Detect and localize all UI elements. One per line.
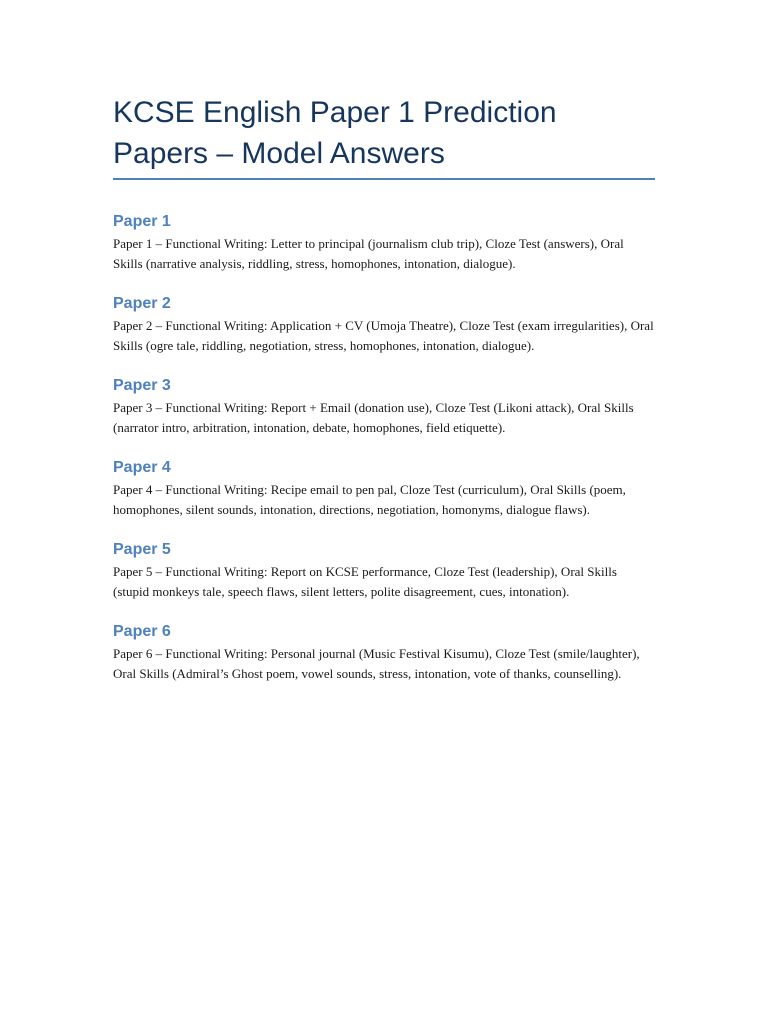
section-paper-3: [113, 376, 655, 437]
section-body: Paper 1 – Functional Writing: Letter to principal (journalism club trip), Cloze Test (answers), Oral Skills (narrative analysis, riddling, stress, homophones, intonation, dialogue).: [113, 236, 624, 271]
section-heading: Paper 1: [113, 213, 171, 230]
section-body: Paper 4 – Functional Writing: Recipe email to pen pal, Cloze Test (curriculum), Oral Skills (poem, homophones, silent sounds, intonation, directions, negotiation, homonyms, dialogue flaws).: [113, 482, 626, 517]
section-paper-5: [113, 540, 655, 601]
section-paper-4: [113, 458, 655, 519]
section-body: Paper 2 – Functional Writing: Application + CV (Umoja Theatre), Cloze Test (exam irregularities), Oral Skills (ogre tale, riddling, negotiation, stress, homophones, intonation, dialogue).: [113, 318, 654, 353]
section-heading: Paper 5: [113, 541, 171, 558]
section-paper-1: [113, 212, 655, 273]
section-paper-2: [113, 294, 655, 355]
document-title: KCSE English Paper 1 Prediction Papers – Model Answers: [113, 96, 557, 170]
section-heading: Paper 3: [113, 377, 171, 394]
section-heading: Paper 6: [113, 623, 171, 640]
section-body: Paper 5 – Functional Writing: Report on KCSE performance, Cloze Test (leadership), Oral Skills (stupid monkeys tale, speech flaws, silent letters, polite disagreement, cues, intonation).: [113, 564, 617, 599]
section-paper-6: [113, 622, 655, 683]
section-body: Paper 3 – Functional Writing: Report + Email (donation use), Cloze Test (Likoni attack), Oral Skills (narrator intro, arbitration, intonation, debate, homophones, field etiquette).: [113, 400, 634, 435]
title-divider: [113, 178, 655, 180]
section-heading: Paper 2: [113, 295, 171, 312]
document-page: [113, 92, 655, 683]
section-heading: Paper 4: [113, 459, 171, 476]
section-body: Paper 6 – Functional Writing: Personal journal (Music Festival Kisumu), Cloze Test (smile/laughter), Oral Skills (Admiral’s Ghost poem, vowel sounds, stress, intonation, vote of thanks, counselling).: [113, 646, 640, 681]
